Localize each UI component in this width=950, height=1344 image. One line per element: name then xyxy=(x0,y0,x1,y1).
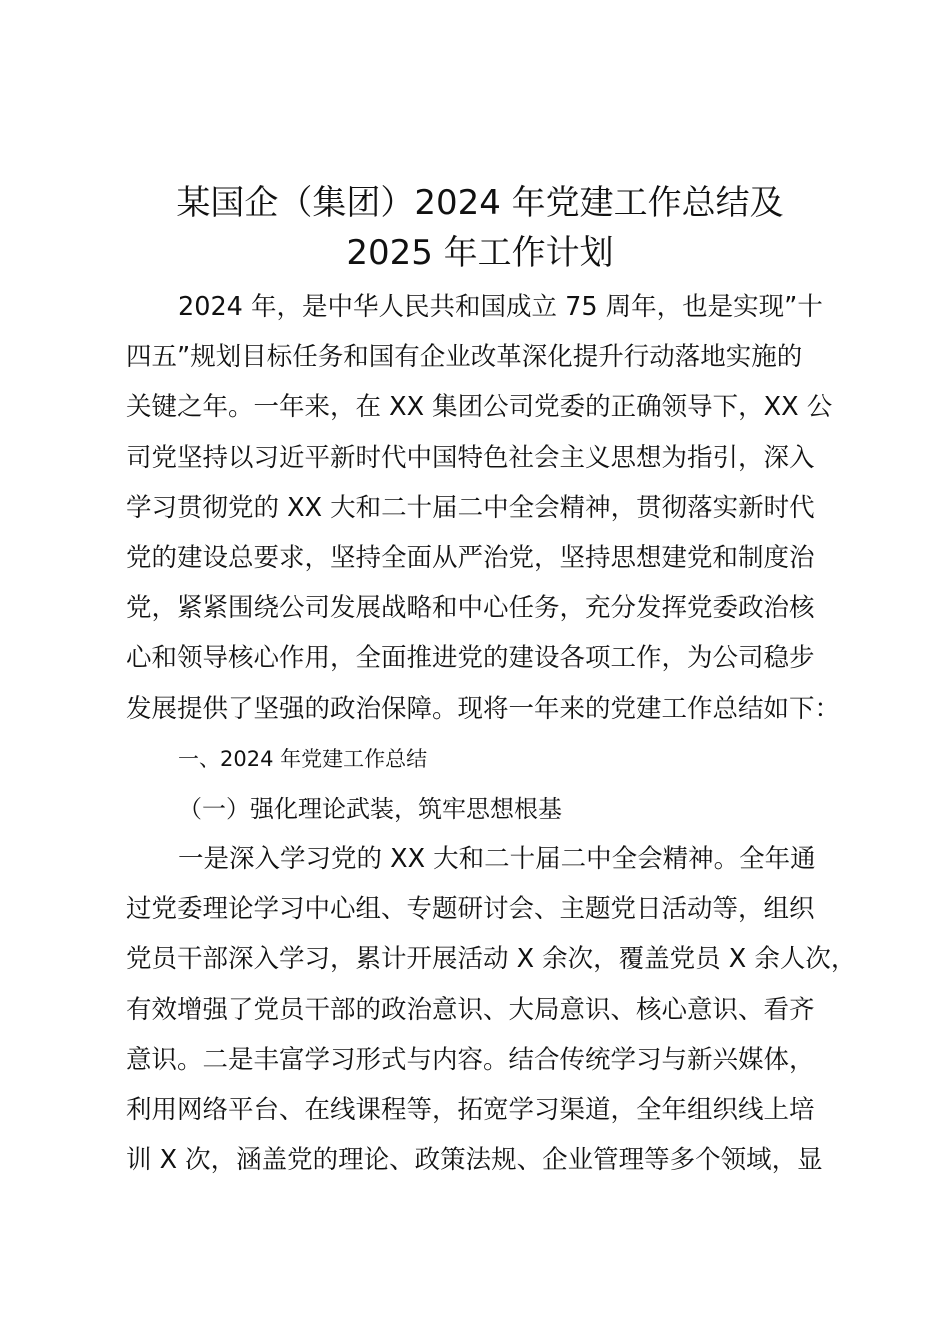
title-line-1: 某国企（集团）2024 年党建工作总结及 xyxy=(176,183,784,223)
paragraph-line: 发展提供了坚强的政治保障。现将一年来的党建工作总结如下： xyxy=(126,693,841,724)
paragraph-line: 过党委理论学习中心组、专题研讨会、主题党日活动等，组织 xyxy=(126,894,815,925)
paragraph-line: 司党坚持以习近平新时代中国特色社会主义思想为指引，深入 xyxy=(126,442,815,473)
paragraph-line: 利用网络平台、在线课程等，拓宽学习渠道，全年组织线上培 xyxy=(126,1095,815,1125)
paragraph-line: 有效增强了党员干部的政治意识、大局意识、核心意识、看齐 xyxy=(126,994,815,1025)
paragraph-line: 一是深入学习党的 XX 大和二十届二中全会精神。全年通 xyxy=(178,844,816,875)
paragraph-line: 党员干部深入学习，累计开展活动 X 余次，覆盖党员 X 余人次， xyxy=(126,944,857,975)
paragraph-line: 四五”规划目标任务和国有企业改革深化提升行动落地实施的 xyxy=(126,342,803,373)
paragraph-line: 学习贯彻党的 XX 大和二十届二中全会精神，贯彻落实新时代 xyxy=(126,492,815,523)
paragraph-line: 关键之年。一年来，在 XX 集团公司党委的正确领导下，XX 公 xyxy=(126,392,833,423)
document-body xyxy=(126,282,857,1185)
paragraph-line: 党，紧紧围绕公司发展战略和中心任务，充分发挥党委政治核 xyxy=(126,593,815,624)
section-heading: 一、2024 年党建工作总结 xyxy=(178,746,428,771)
paragraph-line: 训 X 次，涵盖党的理论、政策法规、企业管理等多个领域，显 xyxy=(126,1145,823,1176)
document-title xyxy=(100,178,860,278)
title-line-2: 2025 年工作计划 xyxy=(346,233,614,273)
subsection-heading: （一）强化理论武装，筑牢思想根基 xyxy=(178,794,562,823)
paragraph-line: 2024 年，是中华人民共和国成立 75 周年，也是实现”十 xyxy=(178,292,823,322)
paragraph-line: 意识。二是丰富学习形式与内容。结合传统学习与新兴媒体， xyxy=(126,1044,815,1075)
paragraph-line: 心和领导核心作用，全面推进党的建设各项工作，为公司稳步 xyxy=(126,643,815,674)
paragraph-line: 党的建设总要求，坚持全面从严治党，坚持思想建党和制度治 xyxy=(126,542,815,573)
